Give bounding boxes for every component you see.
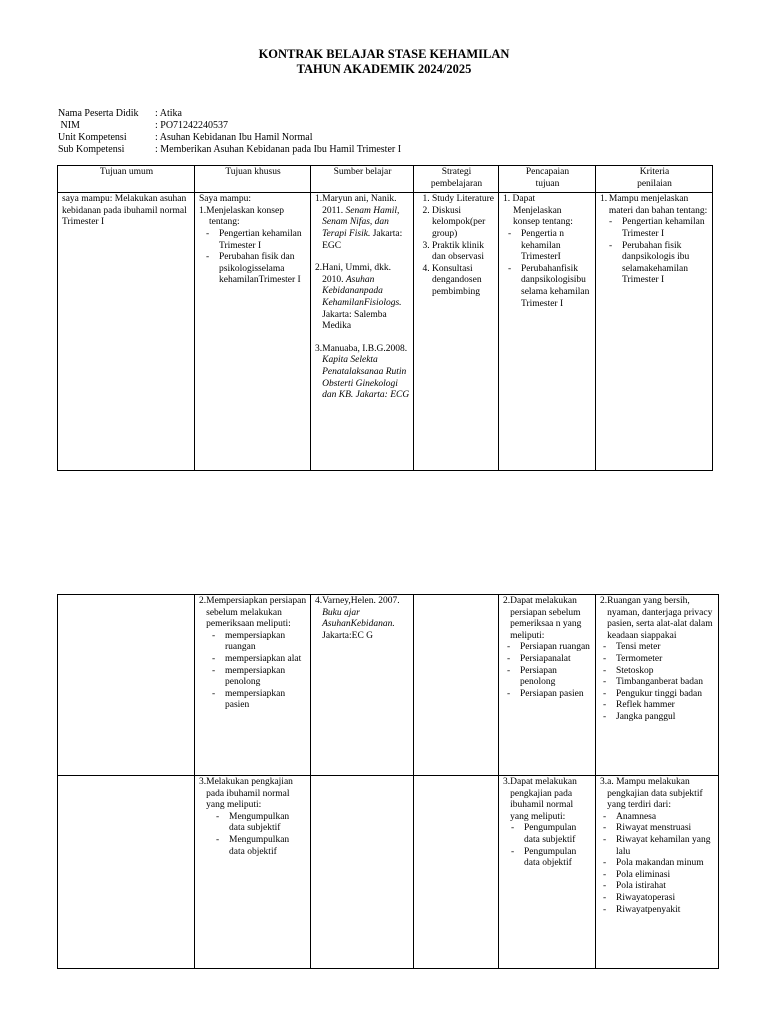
cell-tujuan-umum [58,595,195,776]
list-item: - Tensi meter [616,642,715,654]
list-item: - mempersiapkan alat [225,654,307,666]
list-item: 2. Diskusi kelompok(per group) [432,206,495,241]
cell-sumber-belajar: 1. Maryun ani, Nanik. 2011. Senam Hamil, Senam Nifas, dan Terapi Fisik. Jakarta: EGC 2. Hani, Ummi, dkk. 2010. Asuhan Kebidananpada KehamilanFisiologs. Jakarta: Salemba Medika 3. Manuaba, I.B.G.2008. Kapita Selekta Penatalaksanaa Rutin Obsterti Ginekologi dan KB. Jakarta: ECG [311,193,414,471]
document-title: KONTRAK BELAJAR STASE KEHAMILAN [258,47,510,61]
list-item: - Timbanganberat badan [616,677,715,689]
cell-pencapaian: 1. Dapat Menjelaskan konsep tentang: - Pengertia n kehamilan TrimesterI - Perubahanfisik danpsikologisibu selama kehamilan Trimester I [499,193,596,471]
list-item: - Perubahanfisik danpsikologisibu selama kehamilan Trimester I [521,264,592,310]
info-value: : PO71242240537 [155,120,229,131]
list-item: - Persiapan penolong [520,666,592,689]
info-value: : Memberikan Asuhan Kebidanan pada Ibu Hamil Trimester I [155,144,402,155]
info-row [58,132,401,144]
list-item: - Pengertian kehamilan Trimester I [622,217,709,240]
header-strategi: Strategi pembelajaran [414,166,499,193]
list-item: - Pengumpulan data objektif [524,847,592,870]
cell-kriteria: 2. Ruangan yang bersih, nyaman, danterjaga privacy pasien, serta alat-alat dalam keadaan siappakai - Tensi meter - Termometer - Stetoskop - Timbanganberat badan - Pengukur tinggi badan - Reflek hammer - Jangka panggul [596,595,719,776]
list-item: - Riwayat kehamilan yang lalu [616,835,715,858]
cell-strategi [414,193,499,471]
header-kriteria: Kriteria penilaian [596,166,713,193]
list-item: - Pengertia n kehamilan TrimesterI [521,229,592,264]
info-label: Sub Kompetensi [58,144,125,155]
list-item: - Persiapanalat [520,654,592,666]
header-tujuan-khusus: Tujuan khusus [195,166,311,193]
list-item: 4. Konsultasi dengandosen pembimbing [432,264,495,299]
list-item: - Pola eliminasi [616,870,715,882]
list-item: - Riwayatpenyakit [616,905,715,917]
list-item: - Riwayatoperasi [616,893,715,905]
cell-kriteria: 1. Mampu menjelaskan materi dan bahan tentang: - Pengertian kehamilan Trimester I - Perubahan fisik danpsikologis ibu selamakehamilan Trimester I [596,193,713,471]
header-tujuan-umum: Tujuan umum [58,166,195,193]
cell-tujuan-umum [58,776,195,969]
list-item: - Pola makandan minum [616,858,715,870]
list-item: - mempersiapkan ruangan [225,631,307,654]
cell-strategi [414,595,499,776]
cell-pencapaian: 3. Dapat melakukan pengkajian pada ibuhamil normal yang meliputi: - Pengumpulan data subjektif - Pengumpulan data objektif [499,776,596,969]
cell-tujuan-umum: saya mampu: Melakukan asuhan kebidanan pada ibuhamil normal Trimester I [58,193,195,471]
document-subtitle: TAHUN AKADEMIK 2024/2025 [296,62,472,76]
list-item: - Pengertian kehamilan Trimester I [219,229,307,252]
header-pencapaian: Pencapaian tujuan [499,166,596,193]
contract-table-1 [57,165,713,471]
list-item: - Reflek hammer [616,700,715,712]
info-row [58,120,401,132]
list-item: - Riwayat menstruasi [616,823,715,835]
cell-tujuan-khusus: 3. Melakukan pengkajian pada ibuhamil normal yang meliputi: - Mengumpulkan data subjektif - Mengumpulkan data objektif [195,776,311,969]
info-row [58,144,401,156]
list-item: - Mengumpulkan data subjektif [229,812,307,835]
list-item: - mempersiapkan pasien [225,689,307,712]
list-item: - Persiapan pasien [520,689,592,701]
cell-strategi [414,776,499,969]
list-item: - Mengumpulkan data objektif [229,835,307,858]
list-item: - Perubahan fisik dan psikologisselama kehamilanTrimester I [219,252,307,287]
cell-kriteria: 3. a. Mampu melakukan pengkajian data subjektif yang terdiri dari: - Anamnesa - Riwayat menstruasi - Riwayat kehamilan yang lalu - Pola makandan minum - Pola eliminasi - Pola istirahat - Riwayatoperasi - Riwayatpenyakit [596,776,719,969]
list-item: - Jangka panggul [616,712,715,724]
table-row [58,595,719,776]
info-label: Unit Kompetensi [58,132,127,143]
cell-tujuan-khusus: Saya mampu: 1.Menjelaskan konsep tentang: - Pengertian kehamilan Trimester I - Perubahan fisik dan psikologisselama kehamilanTrimester I [195,193,311,471]
cell-tujuan-khusus: 2. Mempersiapkan persiapan sebelum melakukan pemeriksaan meliputi: - mempersiapkan ruangan - mempersiapkan alat - mempersiapkan penolong - mempersiapkan pasien [195,595,311,776]
cell-pencapaian: 2. Dapat melakukan persiapan sebelum pemeriksaa n yang meliputi: - Persiapan ruangan - Persiapanalat - Persiapan penolong - Persiapan pasien [499,595,596,776]
list-item: - mempersiapkan penolong [225,666,307,689]
table-row [58,193,713,471]
info-label: Nama Peserta Didik [58,108,139,119]
list-item: - Perubahan fisik danpsikologis ibu selamakehamilan Trimester I [622,241,709,287]
header-sumber-belajar: Sumber belajar [311,166,414,193]
cell-sumber-belajar [311,776,414,969]
list-item: - Pengumpulan data subjektif [524,823,592,846]
list-item: - Termometer [616,654,715,666]
table-header-row [58,166,713,193]
list-item: - Pola istirahat [616,881,715,893]
cell-sumber-belajar: 4. Varney,Helen. 2007. Buku ajar AsuhanKebidanan. Jakarta:EC G [311,595,414,776]
contract-table-2 [57,594,719,969]
list-item: - Anamnesa [616,812,715,824]
table-row [58,776,719,969]
info-row [58,108,401,120]
list-item: - Pengukur tinggi badan [616,689,715,701]
info-value: : Atika [155,108,182,119]
list-item: - Persiapan ruangan [520,642,592,654]
list-item: 3. Praktik klinik dan observasi [432,241,495,264]
info-label: NIM [58,120,80,131]
list-item: 1. Study Literature [432,194,495,206]
info-value: : Asuhan Kebidanan Ibu Hamil Normal [155,132,313,143]
list-item: - Stetoskop [616,666,715,678]
student-info [58,108,401,156]
